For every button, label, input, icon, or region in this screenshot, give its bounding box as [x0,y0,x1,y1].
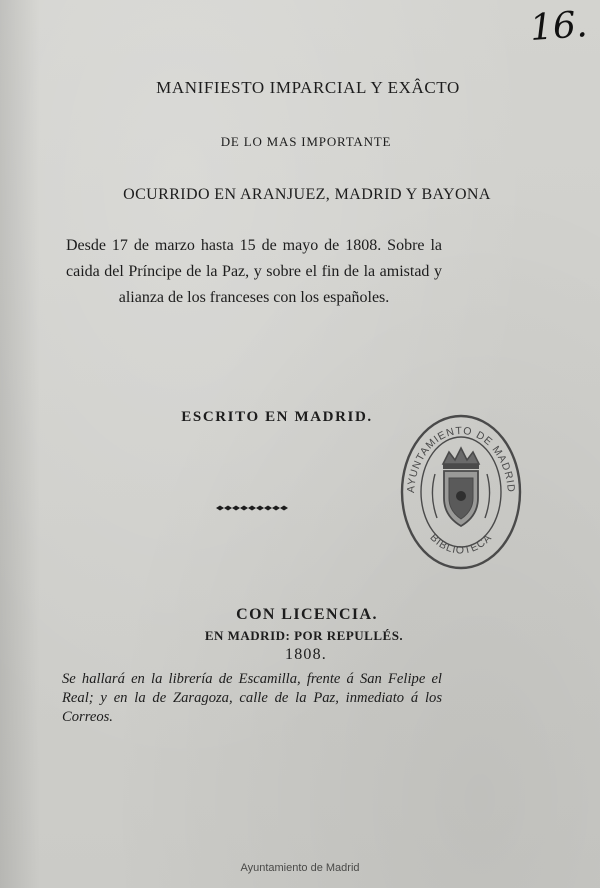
imprint-line: EN MADRID: POR REPULLÉS. [204,628,404,643]
title-line-2: DE LO MAS IMPORTANTE [220,134,392,149]
bookseller-notice: Se hallará en la librería de Escamilla, frente á San Felipe el Real; y en la de Zaragoza, calle de la Paz, inmediato á los Correos. [62,671,442,725]
subtitle-paragraph: Desde 17 de marzo hasta 15 de mayo de 1808. Sobre la caida del Príncipe de la Paz, y sobre el fin de la amistad y alianza de los franceses con los españoles. [66,237,442,306]
ornament-icon [216,504,290,512]
library-stamp [399,412,523,570]
licence-line: CON LICENCIA. [236,606,378,623]
svg-text:BIBLIOTECA [428,532,495,557]
written-in: ESCRITO EN MADRID. [181,409,373,425]
title-line-3: OCURRIDO EN ARANJUEZ, MADRID Y BAYONA [123,186,491,203]
coat-of-arms-icon [432,448,489,526]
year-line: 1808. [285,646,327,663]
folio-number: 16. [528,4,589,49]
footer-credit: Ayuntamiento de Madrid [240,862,360,874]
title-line-1: MANIFIESTO IMPARCIAL Y EXÂCTO [156,78,460,97]
stamp-text-top: AYUNTAMIENTO DE MADRID [405,424,518,494]
stamp-text-bottom: BIBLIOTECA [427,531,495,557]
